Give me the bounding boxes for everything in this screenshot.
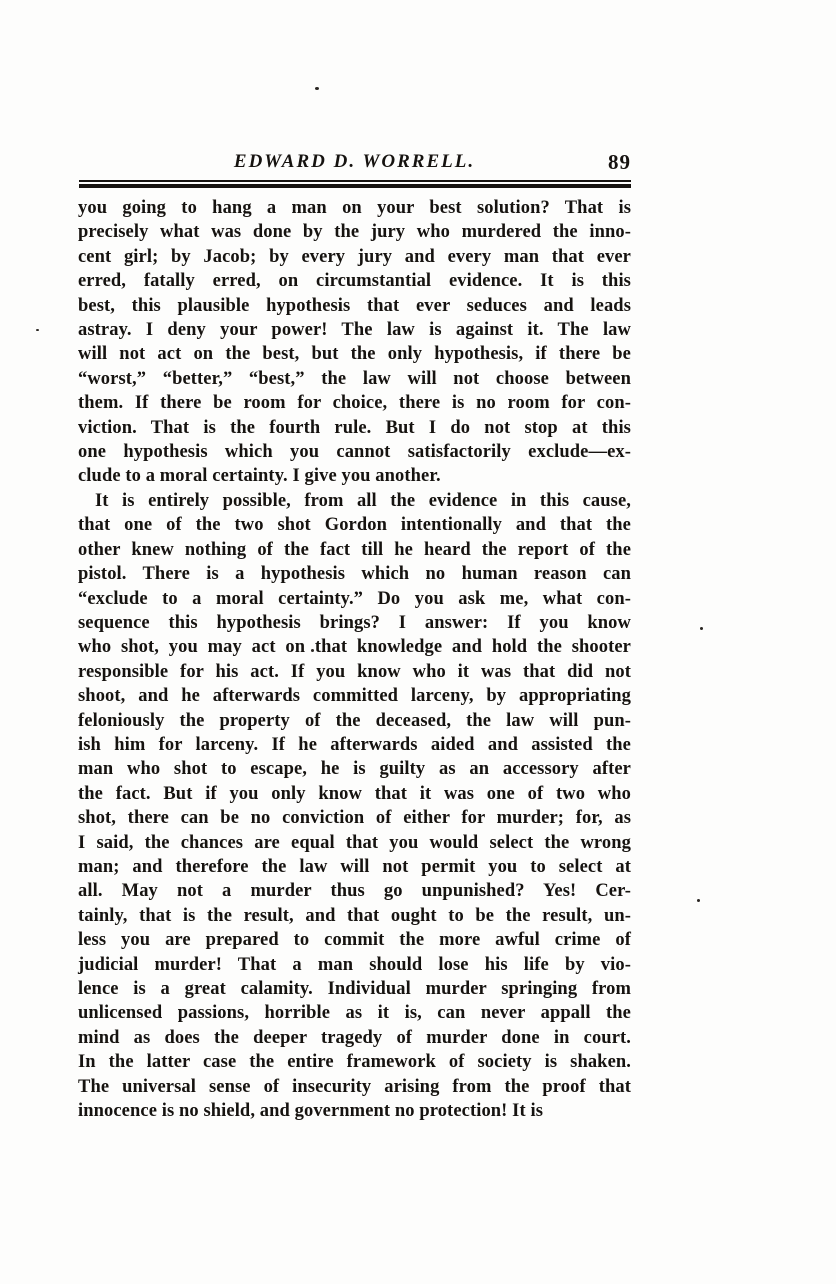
text-line: I said, the chances are equal that you would select the wrong: [78, 832, 631, 853]
text-line: all. May not a murder thus go unpunished? Yes! Cer-: [78, 881, 631, 902]
text-line: innocence is no shield, and government no protection! It is: [78, 1101, 543, 1122]
text-line: astray. I deny your power! The law is against it. The law: [78, 320, 631, 341]
text-line: “exclude to a moral certainty.” Do you ask me, what con-: [78, 588, 631, 609]
text-line: viction. That is the fourth rule. But I do not stop at this: [78, 417, 631, 438]
text-line: the fact. But if you only know that it was one of two who: [78, 783, 631, 804]
text-line: you going to hang a man on your best solution? That is: [78, 198, 631, 218]
scan-speck: [697, 899, 700, 902]
paragraph: [78, 489, 631, 1124]
text-line: unlicensed passions, horrible as it is, can never appall the: [78, 1003, 631, 1024]
text-line: mind as does the deeper tragedy of murder done in court.: [78, 1027, 631, 1048]
text-line: who shot, you may act on that knowledge and hold the shooter: [78, 637, 631, 658]
text-line: responsible for his act. If you know who it was that did not: [78, 661, 631, 682]
scan-speck: [700, 627, 703, 630]
text-line: man who shot to escape, he is guilty as an accessory after: [78, 759, 631, 780]
text-line: man; and therefore the law will not permit you to select at: [78, 856, 631, 877]
page-number: 89: [608, 150, 631, 174]
text-line: feloniously the property of the deceased, the law will pun-: [78, 710, 631, 731]
paragraph: [78, 196, 631, 489]
text-line: sequence this hypothesis brings? I answer: If you know: [78, 612, 631, 633]
text-line: them. If there be room for choice, there is no room for con-: [78, 393, 631, 414]
page-body: [78, 196, 631, 1123]
scan-speck: [315, 87, 319, 90]
header-rule-thin-line: [79, 180, 631, 182]
text-line: ish him for larceny. If he afterwards aided and assisted the: [78, 734, 631, 755]
text-line: other knew nothing of the fact till he heard the report of the: [78, 539, 631, 560]
text-line: shot, there can be no conviction of either for murder; for, as: [78, 808, 631, 829]
text-line: The universal sense of insecurity arising from the proof that: [78, 1076, 631, 1097]
text-line: precisely what was done by the jury who murdered the inno-: [78, 222, 631, 243]
text-line: will not act on the best, but the only hypothesis, if there be: [78, 344, 631, 365]
text-line: that one of the two shot Gordon intentionally and that the: [78, 515, 631, 536]
text-line: cent girl; by Jacob; by every jury and every man that ever: [78, 246, 631, 267]
text-line: one hypothesis which you cannot satisfactorily exclude—ex-: [78, 442, 631, 463]
page-header-title: EDWARD D. WORRELL.: [233, 151, 476, 172]
header-row: [78, 150, 631, 174]
header-rule-thick-line: [79, 184, 631, 188]
text-line: It is entirely possible, from all the evidence in this cause,: [95, 490, 631, 511]
text-line: lence is a great calamity. Individual murder springing from: [78, 979, 631, 999]
text-line: tainly, that is the result, and that ought to be the result, un-: [78, 905, 631, 926]
text-line: shoot, and he afterwards committed larceny, by appropriating: [78, 686, 631, 707]
text-line: clude to a moral certainty. I give you another.: [78, 466, 441, 487]
text-line: In the latter case the entire framework of society is shaken.: [78, 1052, 631, 1073]
text-line: best, this plausible hypothesis that ever seduces and leads: [78, 295, 631, 316]
text-line: judicial murder! That a man should lose his life by vio-: [78, 954, 631, 975]
scan-speck: [36, 329, 39, 331]
text-line: pistol. There is a hypothesis which no human reason can: [78, 564, 631, 585]
text-line: erred, fatally erred, on circumstantial evidence. It is this: [78, 271, 631, 292]
text-line: “worst,” “better,” “best,” the law will not choose between: [78, 368, 631, 389]
text-line: less you are prepared to commit the more awful crime of: [78, 930, 631, 951]
header-rule: [79, 180, 631, 188]
